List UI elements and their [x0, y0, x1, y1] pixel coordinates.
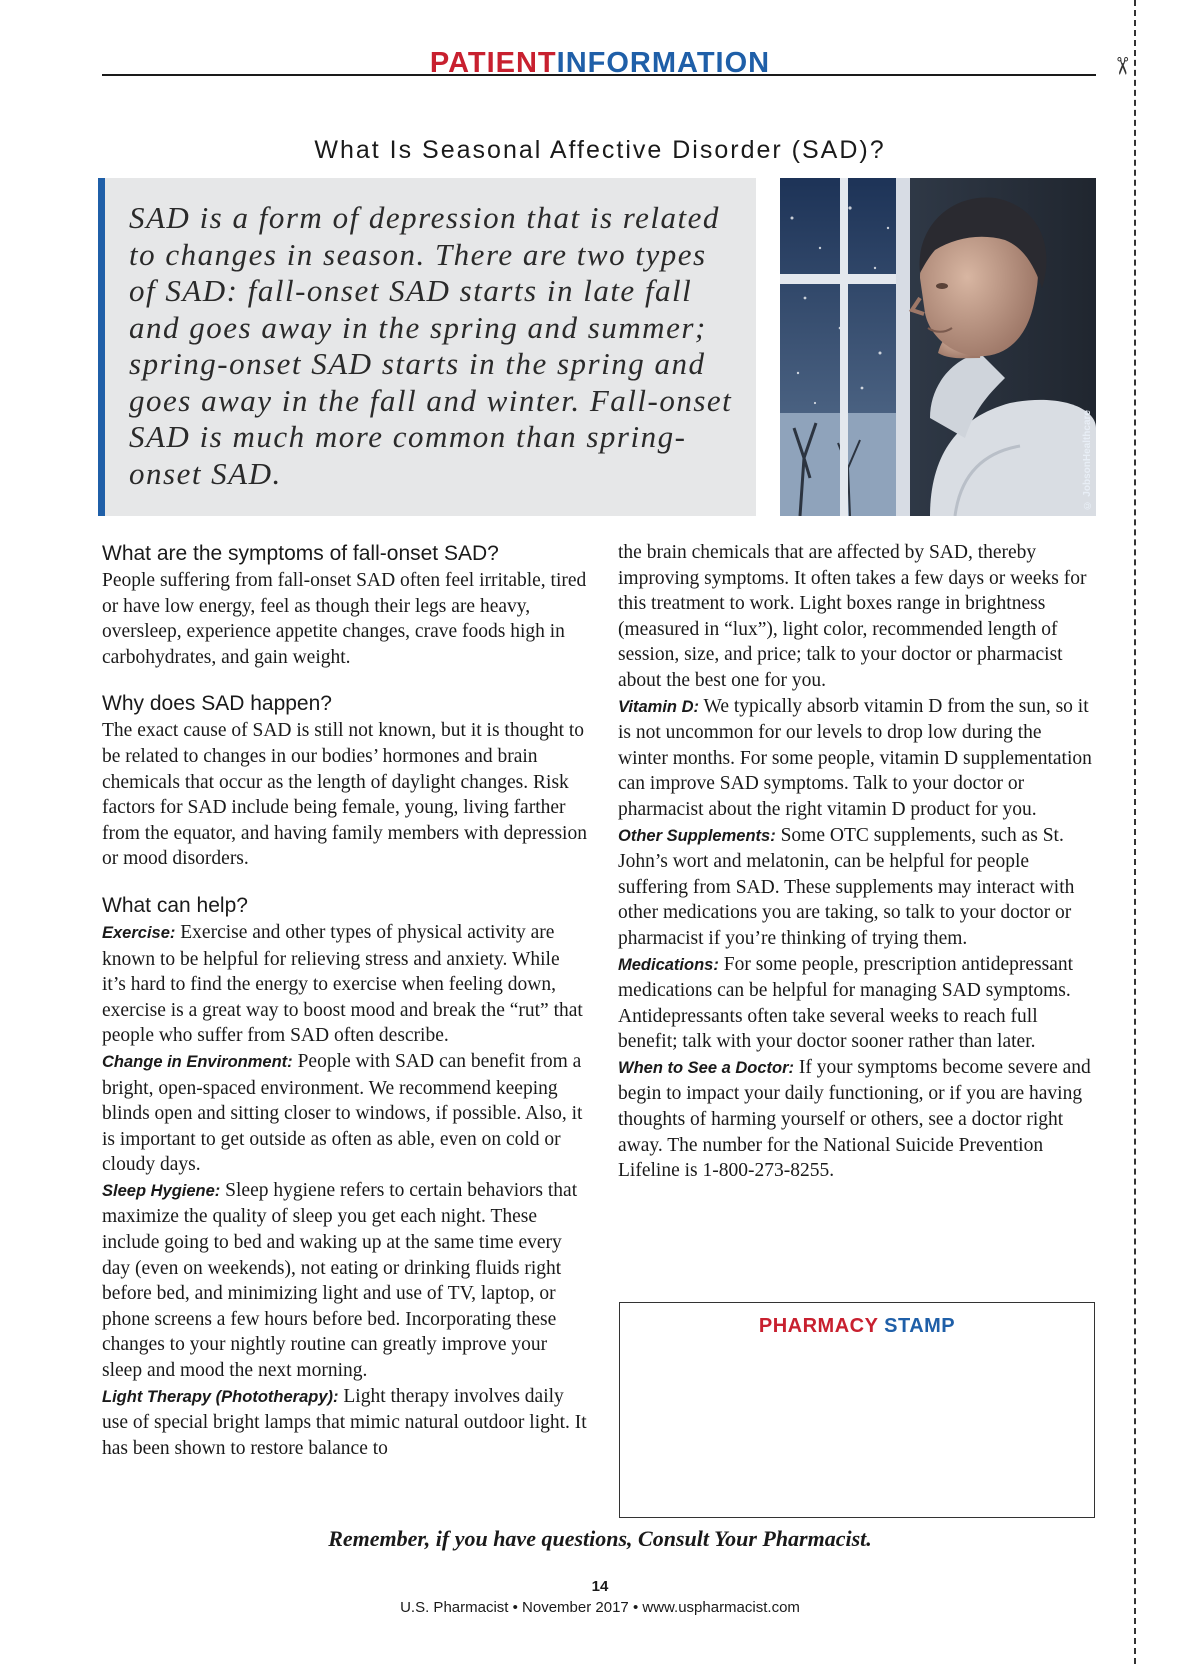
- left-column: [102, 540, 588, 1461]
- supplements-paragraph: [618, 823, 1096, 952]
- environment-paragraph: [102, 1049, 588, 1178]
- page-number: 14: [591, 1578, 609, 1595]
- light-label: Light Therapy (Phototherapy):: [102, 1387, 339, 1406]
- help-heading: What can help?: [102, 893, 248, 917]
- why-body: The exact cause of SAD is still not known, but it is thought to be related to changes in our bodies’ hormones and brain chemicals that occur as the length of daylight changes. Risk factors for SAD include being female, young, living farther from the equator, and having family members with depression or mood disorders.: [102, 720, 587, 870]
- supplements-label: Other Supplements:: [618, 826, 776, 845]
- stamp-title: [620, 1315, 1094, 1338]
- sleep-label: Sleep Hygiene:: [102, 1181, 221, 1200]
- pharmacy-stamp-box: [619, 1302, 1095, 1518]
- masthead-patient: PATIENT: [429, 47, 557, 79]
- medications-paragraph: [618, 952, 1096, 1055]
- right-column: [618, 540, 1096, 1184]
- masthead-information: INFORMATION: [556, 47, 771, 79]
- masthead: [0, 46, 1200, 80]
- why-heading: Why does SAD happen?: [102, 692, 332, 716]
- scissors-icon: ✂: [1108, 55, 1137, 77]
- sleep-paragraph: [102, 1178, 588, 1384]
- supplements-text: Some OTC supplements, such as St. John’s wort and melatonin, can be helpful for people suffering from SAD. These supplements may interact with other medications you are taking, so talk to your doctor or pharmacist if you’re thinking of trying them.: [618, 824, 1075, 949]
- stamp-stamp: STAMP: [884, 1315, 956, 1337]
- cut-line: [1134, 0, 1136, 1664]
- illustration: [780, 178, 1096, 516]
- symptoms-body: People suffering from fall-onset SAD often feel irritable, tired or have low energy, feel as though their legs are heavy, oversleep, experience appetite changes, crave foods high in carbohydrates, and gain weight.: [102, 570, 587, 668]
- exercise-label: Exercise:: [102, 923, 176, 942]
- light-paragraph: [102, 1384, 588, 1462]
- doctor-paragraph: [618, 1055, 1096, 1184]
- doctor-label: When to See a Doctor:: [618, 1058, 795, 1077]
- light-text: Light therapy involves daily use of special bright lamps that mimic natural outdoor light. It has been shown to restore balance to: [102, 1385, 587, 1459]
- medications-text: For some people, prescription antidepressant medications can be helpful for managing SAD symptoms. Antidepressants often take several weeks to reach full benefit; talk with your doctor sooner rather than later.: [618, 953, 1074, 1053]
- environment-text: People with SAD can benefit from a bright, open-spaced environment. We recommend keeping blinds open and sitting closer to windows, if possible. Also, it is important to get outside as often as able, even on cold or cloudy days.: [102, 1050, 583, 1176]
- medications-label: Medications:: [618, 955, 719, 974]
- reminder-line: Remember, if you have questions, Consult Your Pharmacist.: [328, 1526, 872, 1551]
- vitamin-text: We typically absorb vitamin D from the sun, so it is not uncommon for our levels to drop low during the winter months. For some people, vitamin D supplementation can improve SAD symptoms. Talk to your doctor or pharmacist about the right vitamin D product for you.: [618, 695, 1092, 820]
- callout-text: SAD is a form of depression that is related to changes in season. There are two types of SAD: fall-onset SAD starts in late fall and goes away in the spring and summer; spring-onset SAD starts in the spring and goes away in the fall and winter. Fall-onset SAD is much more common than spring-onset SAD.: [129, 200, 733, 491]
- photo-credit: © JobsonHealthcare: [1082, 409, 1093, 510]
- vitamin-paragraph: [618, 694, 1096, 823]
- callout-box: [98, 178, 756, 516]
- sleep-text: Sleep hygiene refers to certain behaviors that maximize the quality of sleep you get each night. These include going to bed and waking up at the same time every day (even on weekends), not eating or drinking fluids right before bed, and minimizing light and use of TV, laptop, or phone screens a few hours before bed. Incorporating these changes to your nightly routine can greatly improve your sleep and mood the next morning.: [102, 1179, 578, 1382]
- environment-label: Change in Environment:: [102, 1052, 293, 1071]
- symptoms-heading: What are the symptoms of fall-onset SAD?: [102, 542, 499, 565]
- exercise-text: Exercise and other types of physical activity are known to be helpful for relieving stress and anxiety. While it’s hard to find the energy to exercise when feeling down, exercise is a great way to boost mood and break the “rut” that people who suffer from SAD often describe.: [102, 921, 583, 1047]
- vitamin-label: Vitamin D:: [618, 697, 699, 716]
- stamp-pharmacy: PHARMACY: [758, 1315, 879, 1337]
- doctor-text: If your symptoms become severe and begin to impact your daily functioning, or if you are having thoughts of harming yourself or others, see a doctor right away. The number for the National Suicide Prevention Lifeline is 1-800-273-8255.: [618, 1056, 1091, 1182]
- page-title: What Is Seasonal Affective Disorder (SAD)?: [314, 136, 886, 164]
- man-at-window-photo: [780, 178, 1096, 516]
- exercise-paragraph: [102, 920, 588, 1049]
- footer: U.S. Pharmacist • November 2017 • www.uspharmacist.com: [400, 1599, 800, 1616]
- light-continued: the brain chemicals that are affected by SAD, thereby improving symptoms. It often takes a few days or weeks for this treatment to work. Light boxes range in brightness (measured in “lux”), light color, recommended length of session, size, and price; talk to your doctor or pharmacist about the best one for you.: [618, 542, 1087, 691]
